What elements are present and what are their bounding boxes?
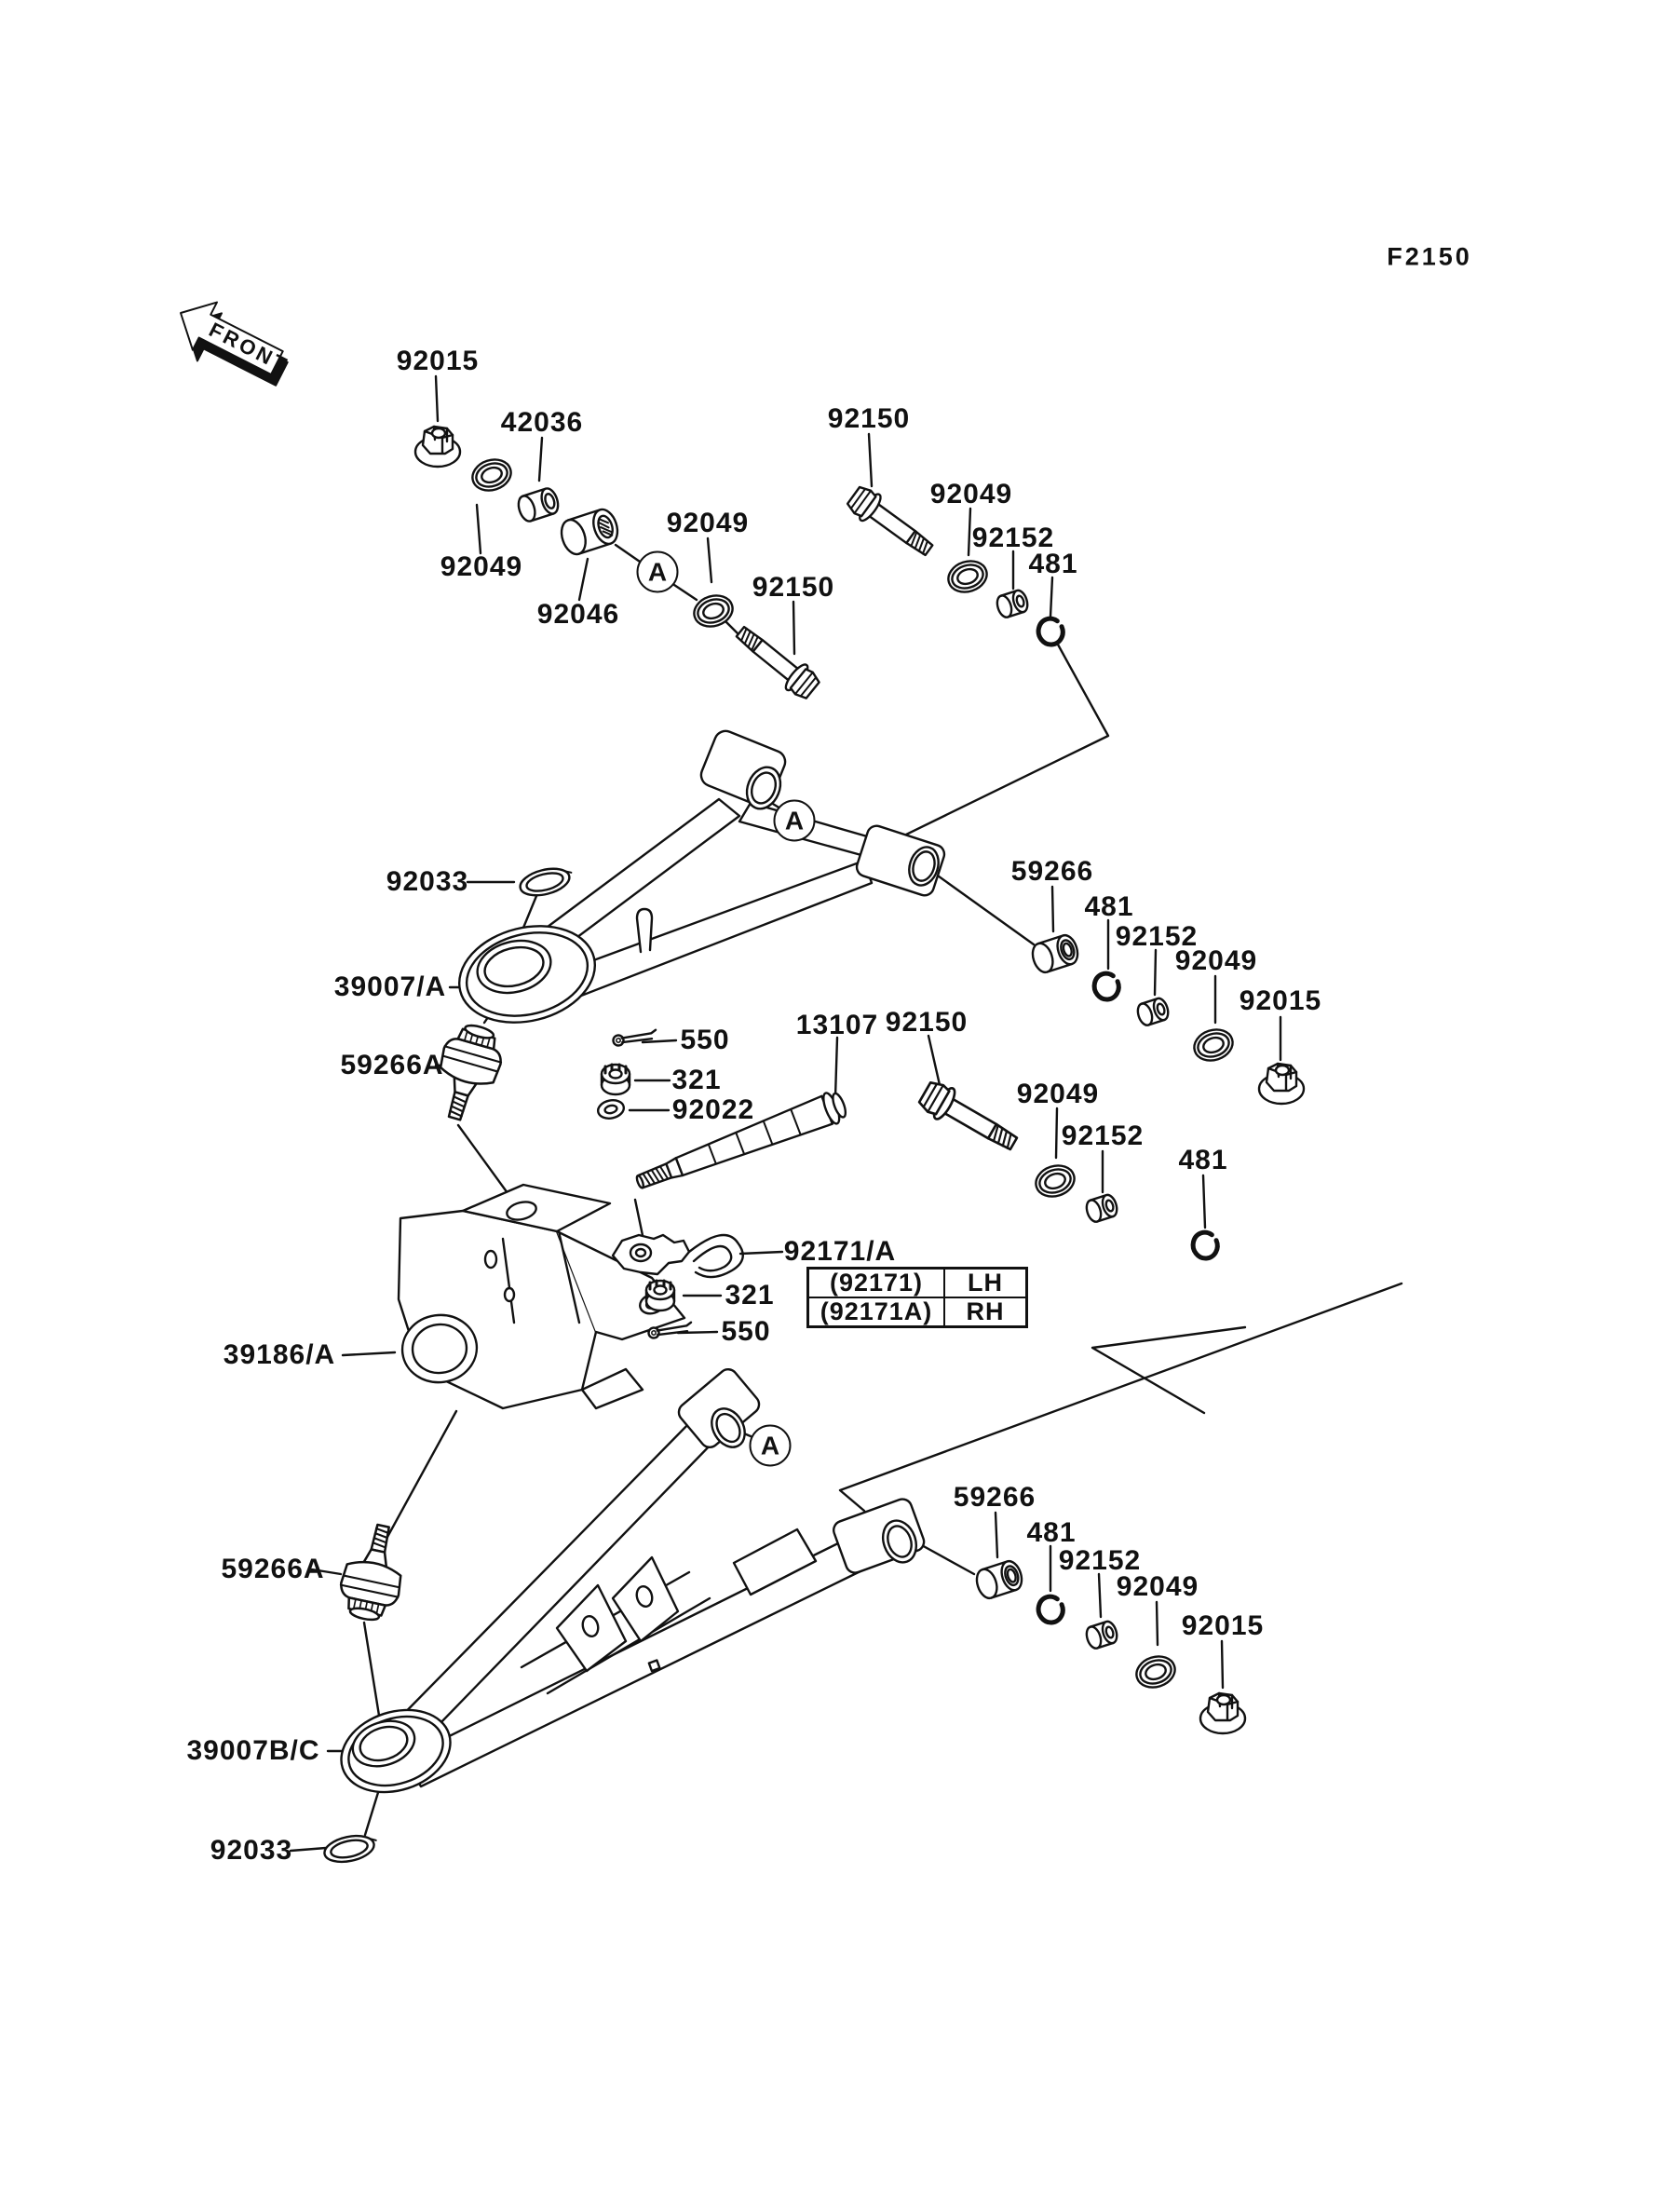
part-number-label: 92049: [1174, 945, 1258, 976]
part-number-label: 550: [680, 1025, 730, 1055]
part-number-label: 92015: [396, 346, 480, 376]
detail-marker-a-icon: A: [637, 551, 679, 593]
part-number-label: 92150: [885, 1007, 969, 1038]
part-number-label: 92049: [929, 479, 1013, 509]
front-direction-arrow-icon: [165, 290, 299, 399]
part-number-label: 92152: [1058, 1545, 1142, 1576]
part-number-label: 92049: [1116, 1571, 1199, 1602]
steering-knuckle-drawing: [398, 1185, 684, 1408]
shaft-13107-drawing: [632, 1089, 849, 1198]
part-number-label: 92022: [671, 1094, 755, 1125]
part-number-label: 321: [671, 1065, 722, 1095]
front-arrow-label: FRONT: [205, 318, 293, 378]
part-number-label: 92150: [827, 403, 911, 434]
figure-code: F2150: [1387, 242, 1472, 271]
part-number-label: 321: [725, 1280, 775, 1310]
part-number-label: 481: [1026, 1517, 1077, 1548]
lower-control-arm-drawing: [331, 1365, 927, 1805]
part-number-label: 39007/A: [333, 971, 447, 1002]
detail-marker-a-icon: A: [750, 1425, 792, 1467]
part-number-label: 92049: [1016, 1079, 1100, 1109]
part-number-label: 92015: [1181, 1610, 1265, 1641]
part-number-label: 481: [1084, 891, 1134, 922]
ref-table-cell: RH: [944, 1297, 1026, 1326]
part-number-label: 92152: [1061, 1120, 1145, 1151]
part-number-label: 92152: [971, 523, 1055, 553]
part-number-label: 39007B/C: [186, 1735, 320, 1766]
part-number-label: 92171/A: [783, 1236, 897, 1267]
part-number-label: 92150: [752, 572, 835, 603]
ref-table-cell: LH: [944, 1269, 1026, 1297]
ref-table-cell: (92171A): [808, 1297, 944, 1326]
ref-table-cell: (92171): [808, 1269, 944, 1297]
part-number-label: 92015: [1239, 985, 1322, 1016]
part-number-label: 481: [1178, 1145, 1228, 1175]
part-number-label: 92033: [386, 866, 469, 897]
hose-clamp-drawing: [613, 1235, 743, 1277]
part-number-label: 42036: [500, 407, 584, 438]
detail-marker-a-icon: A: [774, 800, 816, 842]
part-number-label: 92152: [1115, 921, 1199, 952]
part-number-label: 13107: [795, 1010, 879, 1040]
part-number-label: 92049: [666, 508, 750, 538]
part-number-label: 59266A: [340, 1050, 444, 1080]
part-number-label: 92049: [440, 551, 523, 582]
part-number-label: 59266: [1010, 856, 1094, 887]
part-number-label: 59266: [953, 1482, 1036, 1513]
part-number-label: 59266A: [221, 1554, 325, 1584]
part-number-label: 39186/A: [223, 1339, 336, 1370]
part-number-label: 481: [1028, 549, 1078, 579]
part-number-label: 550: [721, 1316, 771, 1347]
part-number-label: 92033: [210, 1835, 293, 1866]
part-number-label: 92046: [536, 599, 620, 630]
